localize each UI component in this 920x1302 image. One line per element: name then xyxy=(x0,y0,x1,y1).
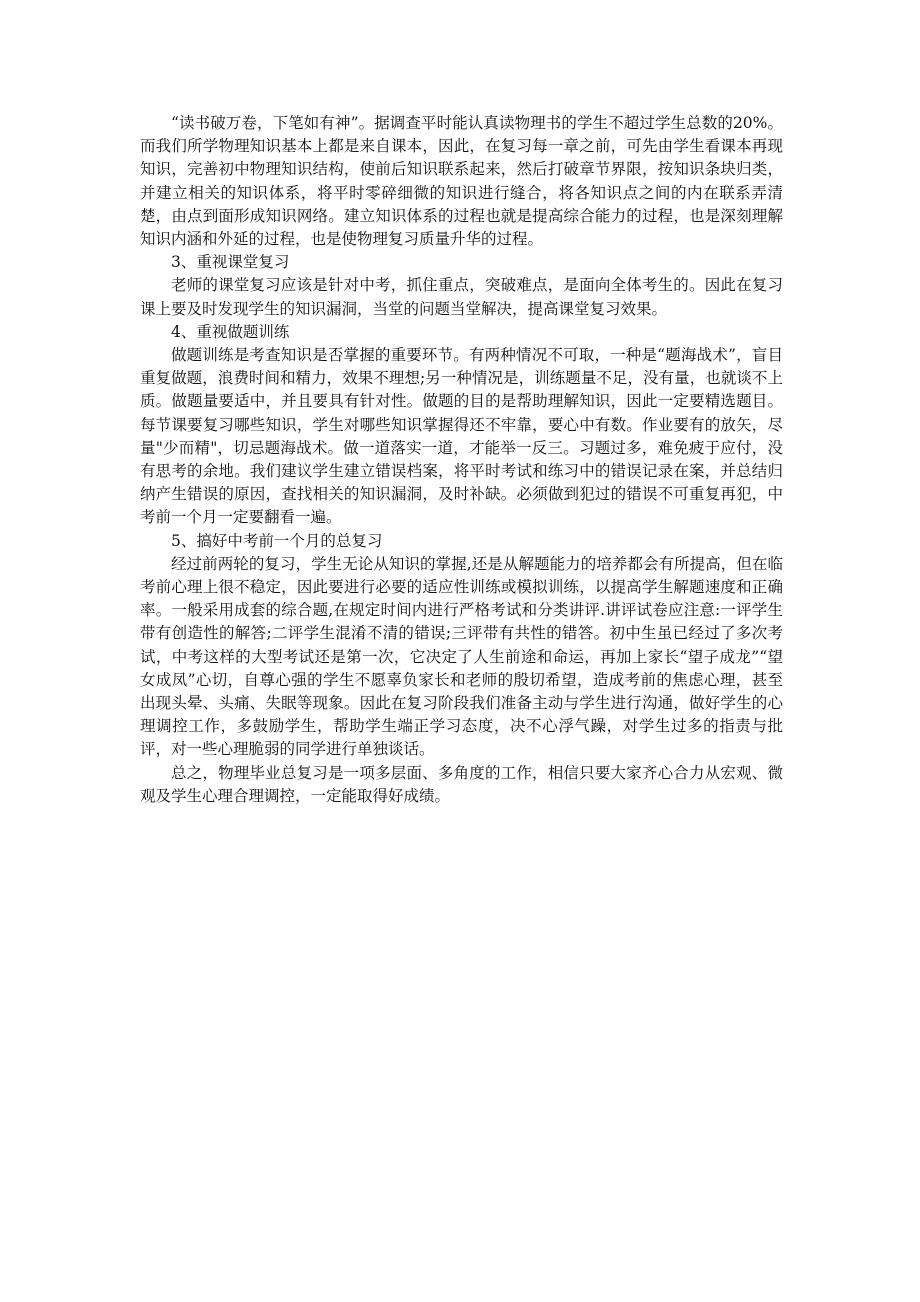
paragraph-conclusion: 总之，物理毕业总复习是一项多层面、多角度的工作，相信只要大家齐心合力从宏观、微观及学生心理合理调控，一定能取得好成绩。 xyxy=(140,763,783,805)
paragraph-exercise-training: 做题训练是考查知识是否掌握的重要环节。有两种情况不可取，一种是“题海战术”，盲目重复做题，浪费时间和精力，效果不理想;另一种情况是，训练题量不足，没有量，也就谈不上质。做题量要适中，并且要具有针对性。做题的目的是帮助理解知识，因此一定要精选题目。每节课要复习哪些知识，学生对哪些知识掌握得还不牢靠，要心中有数。作业要有的放矢，尽量"少而精"，切忌题海战术。做一道落实一道，才能举一反三。习题过多，难免疲于应付，没有思考的余地。我们建议学生建立错误档案，将平时考试和练习中的错误记录在案，并总结归纳产生错误的原因，查找相关的知识漏洞，及时补缺。必须做到犯过的错误不可重复再犯，中考前一个月一定要翻看一遍。 xyxy=(140,346,783,527)
document-body xyxy=(140,112,783,808)
section-heading-3: 3、重视课堂复习 xyxy=(171,253,290,272)
section-heading-4: 4、重视做题训练 xyxy=(171,322,290,341)
paragraph-classroom-review: 老师的课堂复习应该是针对中考，抓住重点，突破难点，是面向全体考生的。因此在复习课上要及时发现学生的知识漏洞，当堂的问题当堂解决，提高课堂复习效果。 xyxy=(140,276,783,318)
paragraph-intro: “读书破万卷，下笔如有神”。据调查平时能认真读物理书的学生不超过学生总数的20%。而我们所学物理知识基本上都是来自课本，因此，在复习每一章之前，可先由学生看课本再现知识，完善初中物理知识结构，使前后知识联系起来，然后打破章节界限，按知识条块归类，并建立相关的知识体系，将平时零碎细微的知识进行缝合，将各知识点之间的内在联系弄清楚，由点到面形成知识网络。建立知识体系的过程也就是提高综合能力的过程，也是深刻理解知识内涵和外延的过程，也是使物理复习质量升华的过程。 xyxy=(140,114,783,249)
section-heading-5: 5、搞好中考前一个月的总复习 xyxy=(171,531,383,550)
paragraph-final-month-review: 经过前两轮的复习，学生无论从知识的掌握,还是从解题能力的培养都会有所提高，但在临考前心理上很不稳定，因此要进行必要的适应性训练或模拟训练，以提高学生解题速度和正确率。一般采用成套的综合题,在规定时间内进行严格考试和分类讲评.讲评试卷应注意:一评学生带有创造性的解答;二评学生混淆不清的错误;三评带有共性的错答。初中生虽已经过了多次考试，中考这样的大型考试还是第一次，它决定了人生前途和命运，再加上家长“望子成龙”“望女成凤”心切，自尊心强的学生不愿辜负家长和老师的殷切希望，造成考前的焦虑心理，甚至出现头晕、头痛、失眠等现象。因此在复习阶段我们准备主动与学生进行沟通，做好学生的心理调控工作，多鼓励学生，帮助学生端正学习态度，决不心浮气躁，对学生过多的指责与批评，对一些心理脆弱的同学进行单独谈话。 xyxy=(140,554,783,759)
